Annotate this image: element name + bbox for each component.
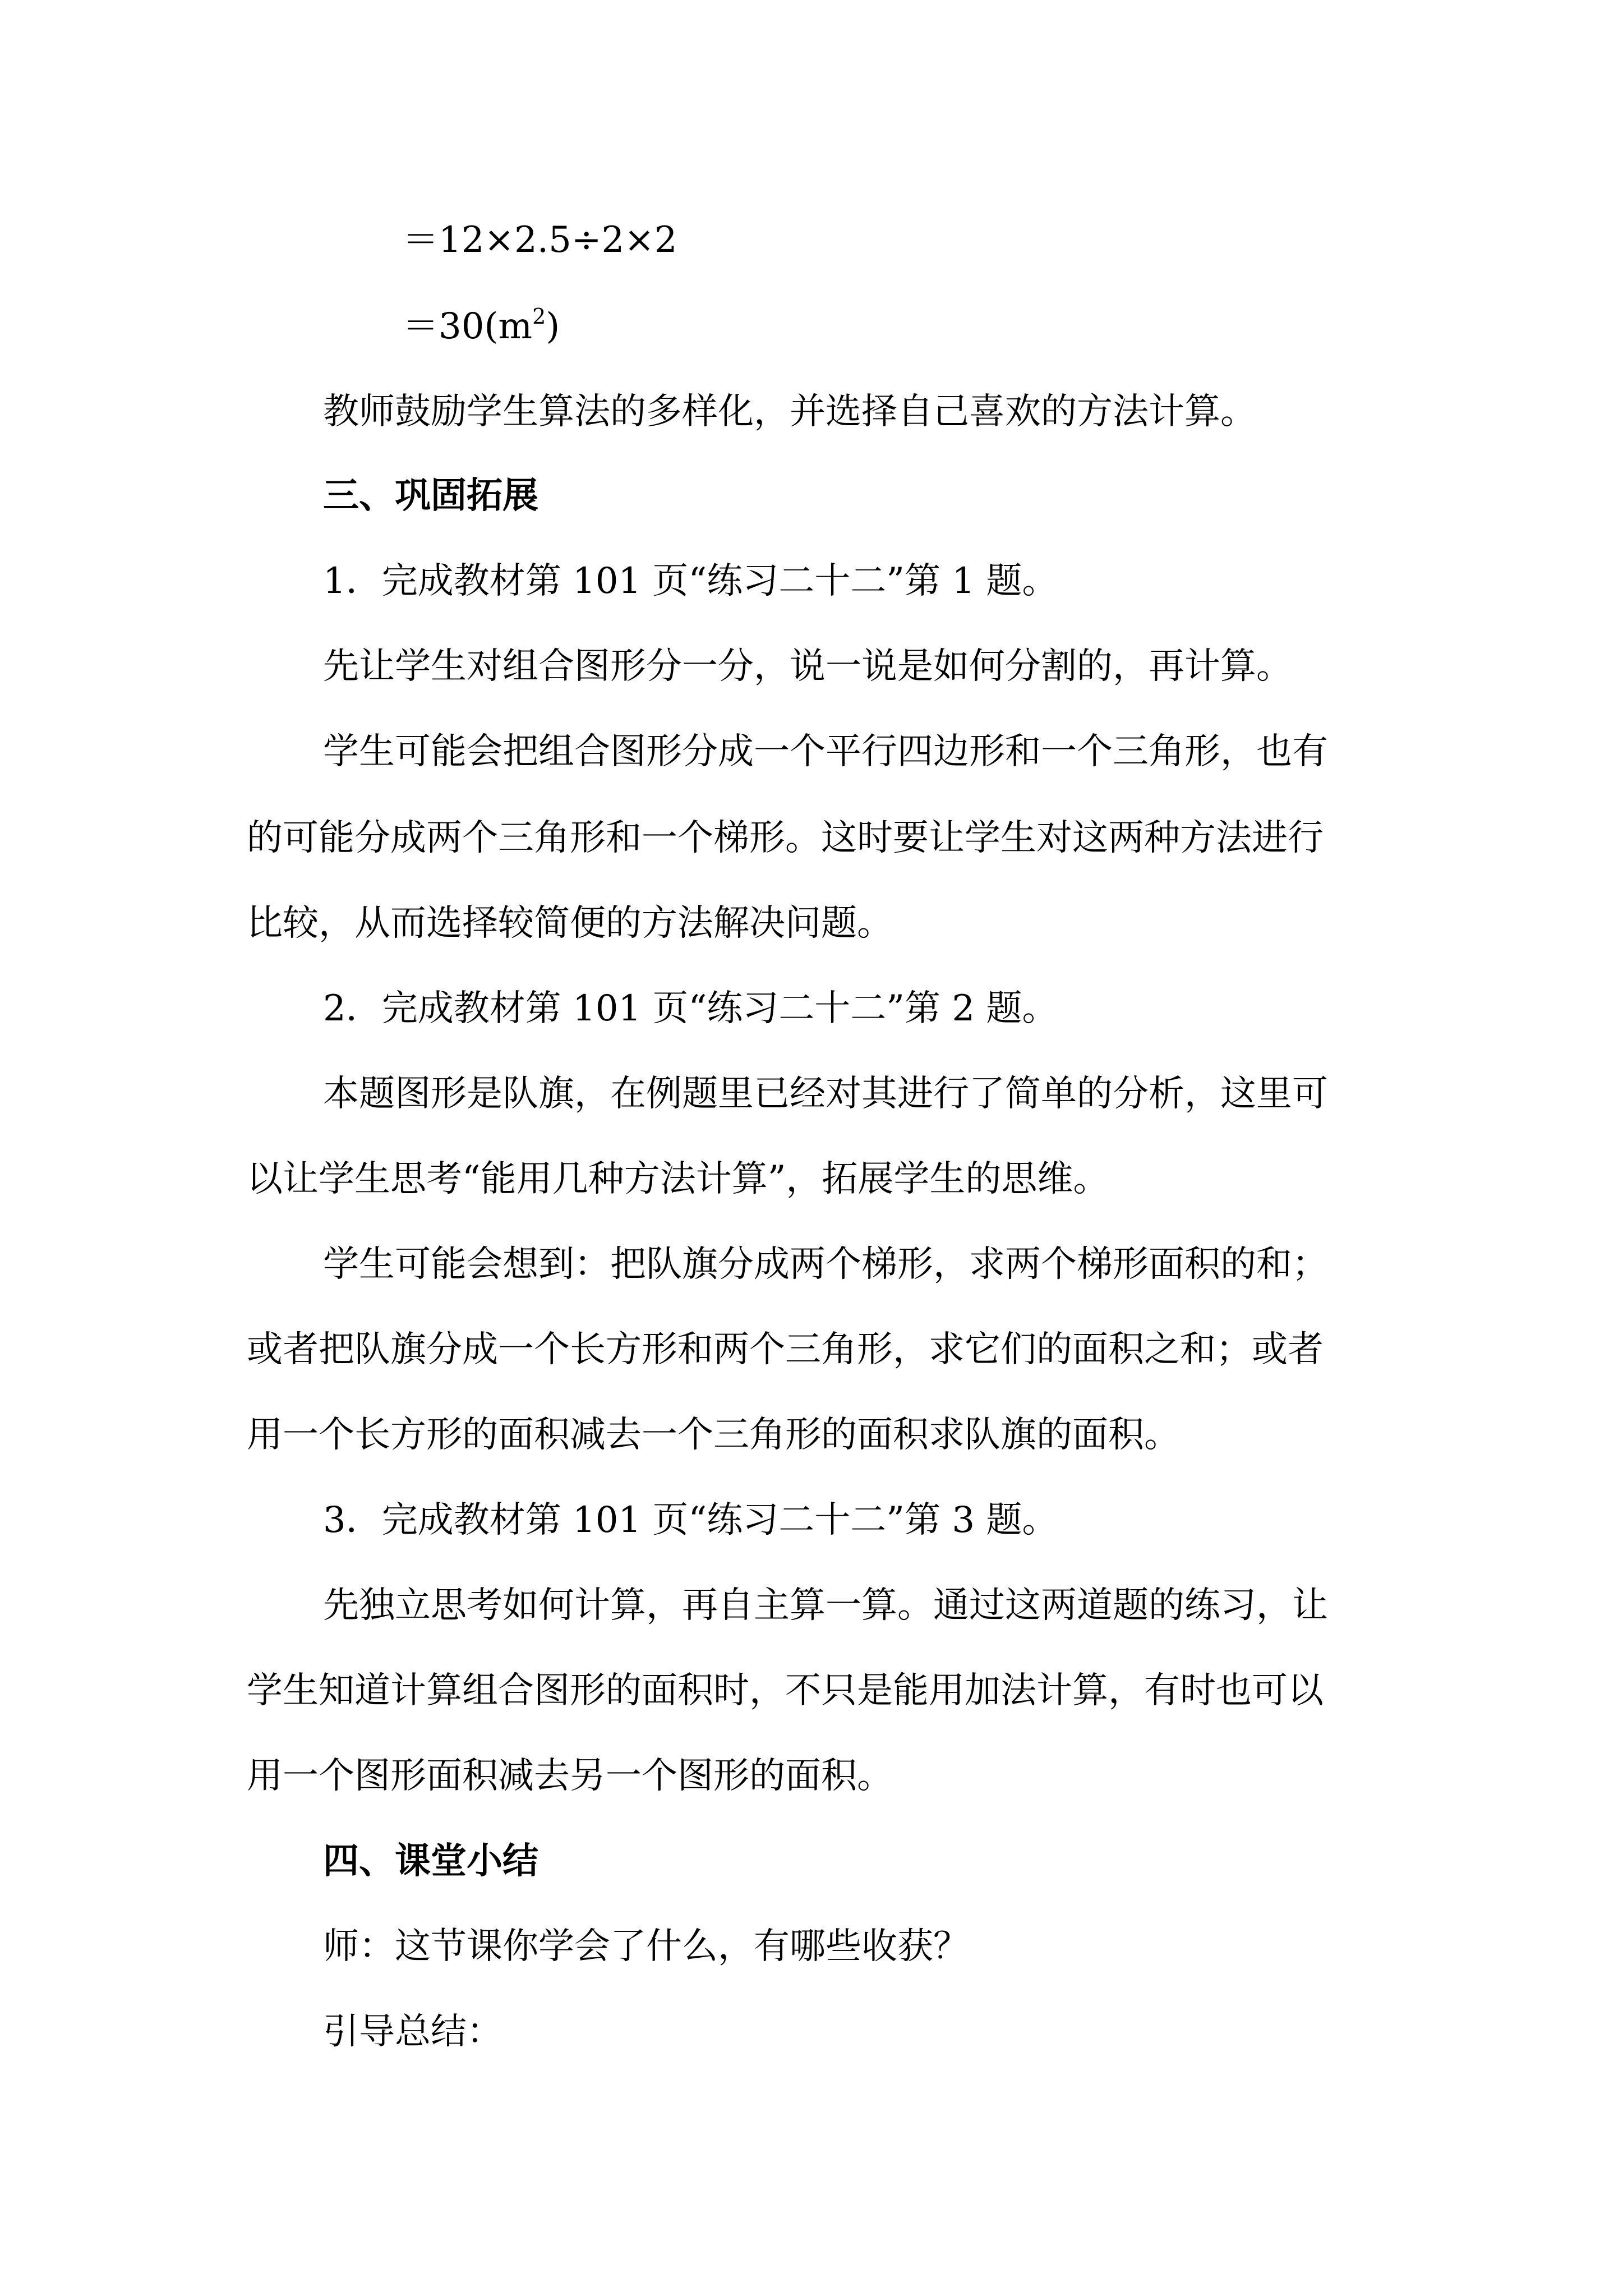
paragraph-line: 用一个图形面积减去另一个图形的面积。	[247, 1755, 893, 1797]
paragraph-line: 引导总结：	[323, 2011, 502, 2053]
exercise-item-2: 2．完成教材第 101 页“练习二十二”第 2 题。	[323, 988, 1058, 1029]
paragraph-line: 学生可能会想到：把队旗分成两个梯形，求两个梯形面积的和；	[323, 1244, 1328, 1285]
paragraph-line: 的可能分成两个三角形和一个梯形。这时要让学生对这两种方法进行	[247, 817, 1324, 859]
paragraph-line: 用一个长方形的面积减去一个三角形的面积求队旗的面积。	[247, 1414, 1180, 1456]
paragraph-line: 先让学生对组合图形分一分，说一说是如何分割的，再计算。	[323, 646, 1292, 687]
section-heading-summary: 四、课堂小结	[323, 1841, 538, 1882]
paragraph-line: 或者把队旗分成一个长方形和两个三角形，求它们的面积之和；或者	[247, 1329, 1324, 1370]
exercise-item-3: 3．完成教材第 101 页“练习二十二”第 3 题。	[323, 1499, 1058, 1541]
formula-line-2	[403, 303, 560, 350]
paragraph-line: 学生可能会把组合图形分成一个平行四边形和一个三角形，也有	[323, 731, 1328, 772]
formula-value: ＝30(m	[403, 306, 533, 347]
paragraph-line: 先独立思考如何计算，再自主算一算。通过这两道题的练习，让	[323, 1585, 1328, 1626]
formula-line-1: ＝12×2.5÷2×2	[403, 219, 677, 261]
paragraph-line: 比较，从而选择较简便的方法解决问题。	[247, 903, 893, 944]
paragraph-line: 本题图形是队旗，在例题里已经对其进行了简单的分析，这里可	[323, 1073, 1328, 1115]
paragraph-line: 教师鼓励学生算法的多样化，并选择自己喜欢的方法计算。	[323, 391, 1256, 432]
paragraph-line: 学生知道计算组合图形的面积时，不只是能用加法计算，有时也可以	[247, 1670, 1324, 1711]
area-unit-exponent: 2	[532, 304, 546, 329]
paragraph-line: 师：这节课你学会了什么，有哪些收获？	[323, 1926, 969, 1967]
section-heading-consolidation: 三、巩固拓展	[323, 475, 538, 517]
paragraph-line: 以让学生思考“能用几种方法计算”，拓展学生的思维。	[247, 1158, 1109, 1200]
formula-unit-close: )	[546, 306, 560, 347]
exercise-item-1: 1．完成教材第 101 页“练习二十二”第 1 题。	[323, 560, 1058, 602]
